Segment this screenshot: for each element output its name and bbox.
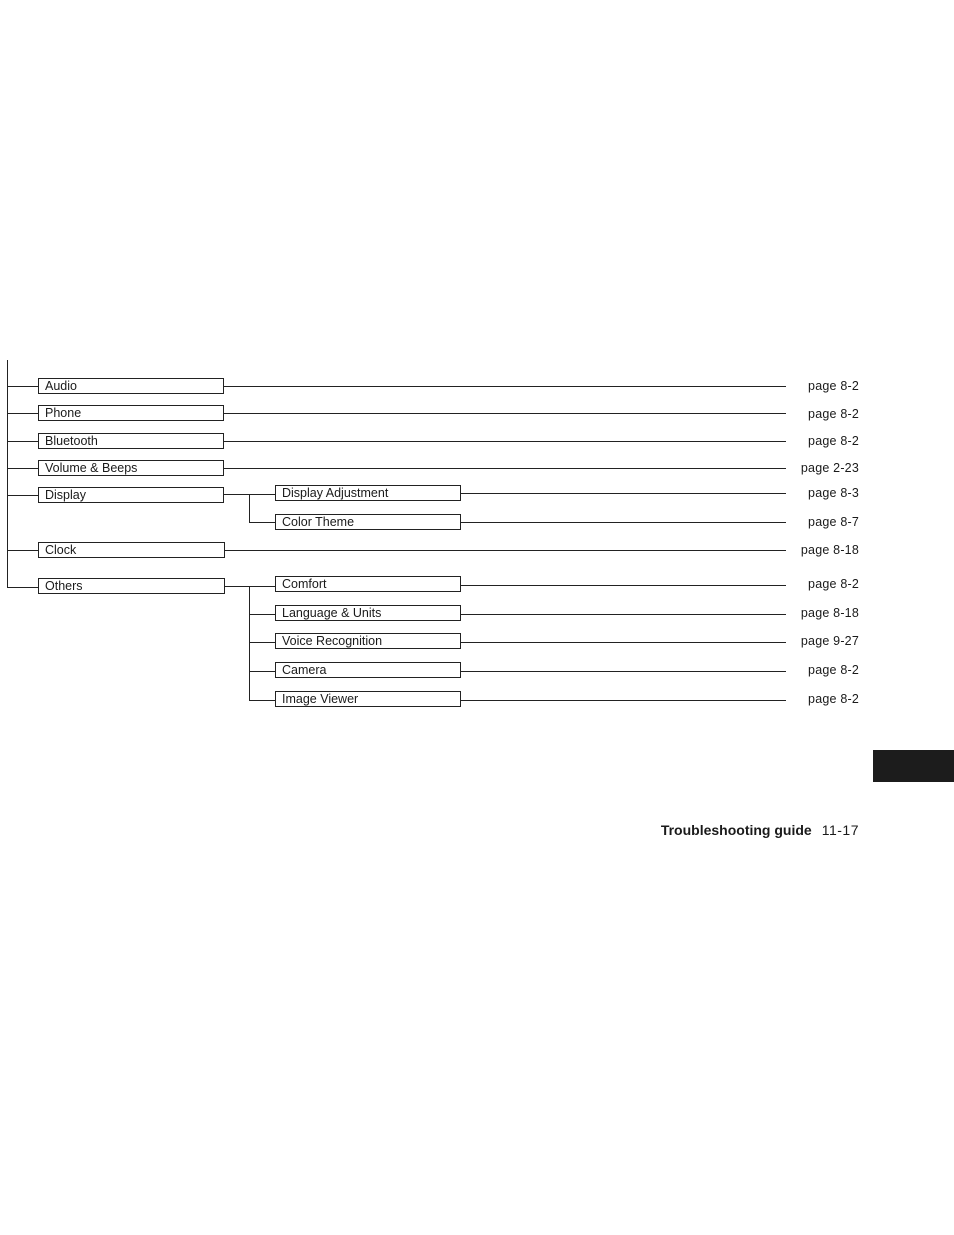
leader-line: [461, 614, 786, 615]
page-reference: page 2-23: [800, 461, 859, 475]
menu-item-phone[interactable]: [38, 405, 224, 421]
branch-line: [225, 586, 275, 587]
page-reference: page 8-2: [808, 577, 859, 591]
menu-item-volume-beeps[interactable]: [38, 460, 224, 476]
menu-item-label: Display: [45, 488, 86, 502]
menu-item-label: Phone: [45, 406, 82, 420]
menu-item-label: Camera: [282, 663, 327, 677]
leader-line: [225, 550, 786, 551]
menu-item-label: Voice Recognition: [282, 634, 383, 648]
connector-line: [249, 700, 275, 701]
leader-line: [461, 671, 786, 672]
page-reference: page 8-18: [800, 543, 859, 557]
menu-item-display[interactable]: [38, 487, 224, 503]
submenu-item-display-adjustment[interactable]: [275, 485, 461, 501]
submenu-item-color-theme[interactable]: [275, 514, 461, 530]
menu-item-bluetooth[interactable]: [38, 433, 224, 449]
page-reference: page 8-3: [808, 486, 859, 500]
leader-line: [224, 468, 786, 469]
branch-trunk-line: [249, 586, 250, 700]
menu-item-label: Volume & Beeps: [45, 461, 138, 475]
leader-line: [461, 585, 786, 586]
connector-line: [7, 550, 38, 551]
page-reference: page 9-27: [800, 634, 859, 648]
leader-line: [224, 386, 786, 387]
page-number: 11-17: [821, 822, 859, 838]
tree-trunk-line: [7, 360, 8, 588]
connector-line: [249, 671, 275, 672]
leader-line: [461, 700, 786, 701]
submenu-item-camera[interactable]: [275, 662, 461, 678]
leader-line: [224, 441, 786, 442]
connector-line: [7, 587, 38, 588]
page-reference: page 8-2: [808, 663, 859, 677]
connector-line: [7, 386, 38, 387]
chapter-tab: [873, 750, 954, 782]
menu-item-label: Bluetooth: [45, 434, 98, 448]
connector-line: [7, 468, 38, 469]
menu-item-others[interactable]: [38, 578, 225, 594]
menu-item-label: Audio: [45, 379, 77, 393]
page-reference: page 8-2: [808, 379, 859, 393]
leader-line: [461, 642, 786, 643]
menu-item-label: Clock: [45, 543, 77, 557]
submenu-item-language-units[interactable]: [275, 605, 461, 621]
menu-item-label: Others: [45, 579, 83, 593]
page-reference: page 8-2: [808, 407, 859, 421]
page-reference: page 8-2: [808, 692, 859, 706]
menu-item-label: Language & Units: [282, 606, 382, 620]
leader-line: [461, 493, 786, 494]
page-reference: page 8-2: [808, 434, 859, 448]
menu-item-label: Display Adjustment: [282, 486, 389, 500]
connector-line: [7, 441, 38, 442]
section-title: Troubleshooting guide: [660, 822, 812, 838]
submenu-item-image-viewer[interactable]: [275, 691, 461, 707]
connector-line: [7, 413, 38, 414]
connector-line: [249, 642, 275, 643]
menu-item-clock[interactable]: [38, 542, 225, 558]
menu-item-audio[interactable]: [38, 378, 224, 394]
leader-line: [224, 413, 786, 414]
branch-trunk-line: [249, 494, 250, 523]
menu-item-label: Image Viewer: [282, 692, 359, 706]
submenu-item-comfort[interactable]: [275, 576, 461, 592]
connector-line: [249, 614, 275, 615]
page-reference: page 8-18: [800, 606, 859, 620]
menu-item-label: Comfort: [282, 577, 327, 591]
connector-line: [249, 522, 275, 523]
page-reference: page 8-7: [808, 515, 859, 529]
menu-item-label: Color Theme: [282, 515, 355, 529]
connector-line: [7, 495, 38, 496]
page-footer: [661, 822, 859, 838]
submenu-item-voice-recognition[interactable]: [275, 633, 461, 649]
leader-line: [461, 522, 786, 523]
